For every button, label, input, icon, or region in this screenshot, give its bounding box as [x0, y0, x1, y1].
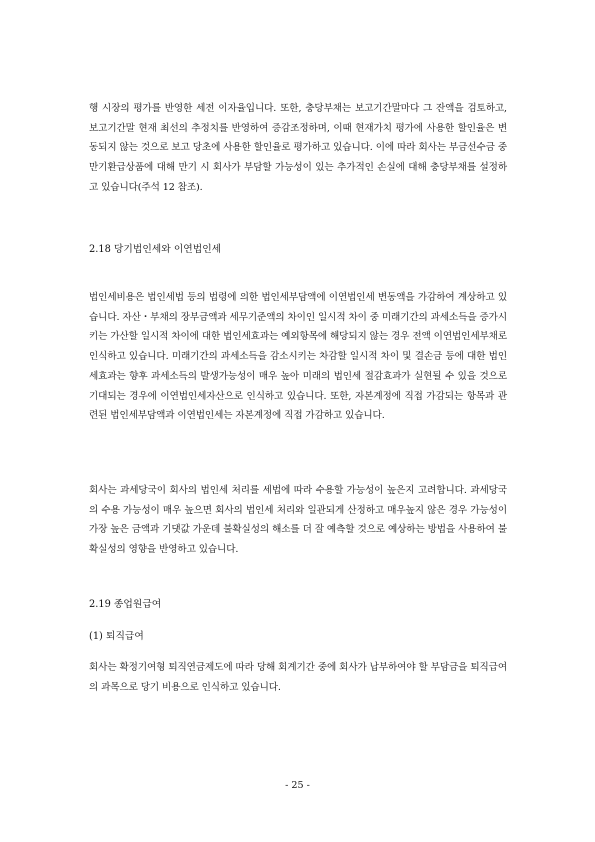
- section-heading-2-18: 2.18 당기법인세와 이연법인세: [89, 244, 222, 255]
- paragraph-retirement-benefits: 회사는 확정기여형 퇴직연금제도에 따라 당해 회계기간 중에 회사가 납부하여야 할 부담금을 퇴직급여의 과목으로 당기 비용으로 인식하고 있습니다.: [89, 662, 507, 693]
- paragraph-income-tax: 법인세비용은 법인세법 등의 법령에 의한 법인세부담액에 이연법인세 변동액을 가감하여 계상하고 있습니다. 자산・부채의 장부금액과 세무기준액의 차이인 일시적 차이 중 미래기간의 과세소득을 증가시키는 가산할 일시적 차이에 대한 법인세효과는 예외항목에 해당되지 않는 경우 전액 이연법인세부채로 인식하고 있습니다. 미래기간의 과세소득을 감소시키는 차감할 일시적 차이 및 결손금 등에 대한 법인세효과는 향후 과세소득의 발생가능성이 매우 높아 미래의 법인세 절감효과가 실현될 수 있을 것으로 기대되는 경우에 이연법인세자산으로 인식하고 있습니다. 또한, 자본계정에 직접 가감되는 항목과 관련된 법인세부담액과 이연법인세는 자본계정에 직접 가감하고 있습니다.: [89, 292, 507, 422]
- page-number: - 25 -: [285, 780, 310, 791]
- subsection-heading-retirement: (1) 퇴직급여: [89, 631, 144, 642]
- paragraph-tax-uncertainty: 회사는 과세당국이 회사의 법인세 처리를 세법에 따라 수용할 가능성이 높은지 고려합니다. 과세당국의 수용 가능성이 매우 높으면 회사의 법인세 처리와 일관되게 산정하고 매우높지 않은 경우 가능성이 가장 높은 금액과 기댓값 가운데 불확실성의 해소를 더 잘 예측할 것으로 예상하는 방법을 사용하여 불확실성의 영향을 반영하고 있습니다.: [89, 485, 507, 556]
- section-heading-2-19: 2.19 종업원급여: [89, 599, 162, 610]
- paragraph-provisions: 행 시장의 평가를 반영한 세전 이자율입니다. 또한, 충당부채는 보고기간말마다 그 잔액을 검토하고, 보고기간말 현재 최선의 추정치를 반영하여 증감조정하며, 이때 현재가치 평가에 사용한 할인율은 변동되지 않는 것으로 보고 당초에 사용한 할인율로 평가하고 있습니다. 이에 따라 회사는 부금선수금 중 만기환급상품에 대해 만기 시 회사가 부담할 가능성이 있는 추가적인 손실에 대해 충당부채를 설정하고 있습니다(주석 12 참조).: [89, 103, 507, 193]
